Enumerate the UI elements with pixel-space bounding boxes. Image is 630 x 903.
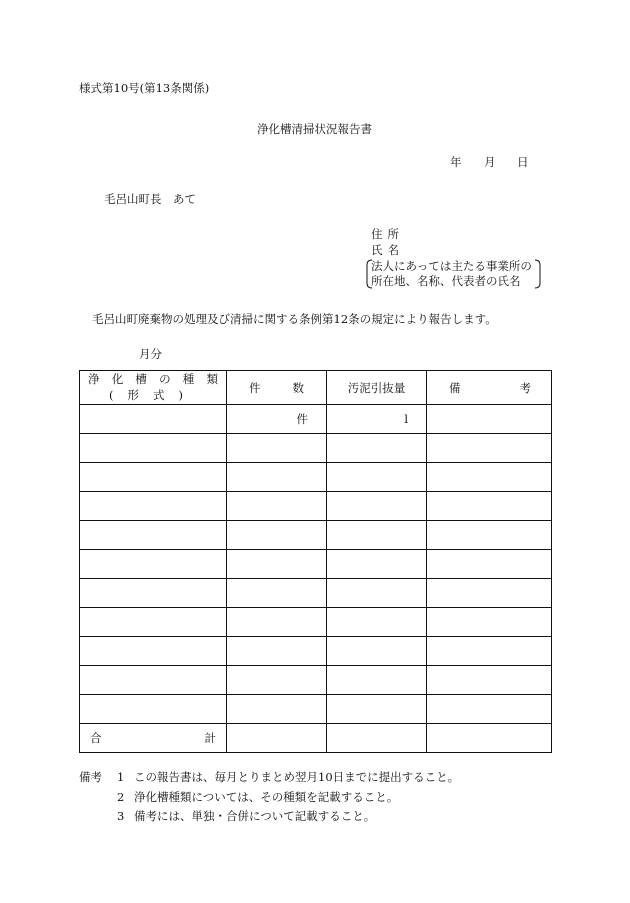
- month-label: 月分: [139, 347, 162, 361]
- cell-count[interactable]: [227, 666, 327, 695]
- cell-sludge[interactable]: [327, 666, 427, 695]
- cell-remarks[interactable]: [427, 608, 552, 637]
- cell-remarks[interactable]: [427, 666, 552, 695]
- header-remarks: [427, 371, 552, 405]
- total-label-b: 計: [204, 731, 216, 745]
- cell-remarks[interactable]: [427, 579, 552, 608]
- header-remarks-a: 備: [449, 380, 461, 395]
- total-sludge[interactable]: [327, 724, 427, 753]
- header-count-a: 件: [249, 380, 261, 395]
- cell-sludge[interactable]: [327, 608, 427, 637]
- table-row: [80, 492, 552, 521]
- notes-lead: 備考: [79, 770, 102, 784]
- cell-type[interactable]: [80, 579, 227, 608]
- table-total-row: [80, 724, 552, 753]
- cell-remarks[interactable]: [427, 637, 552, 666]
- table-row: [80, 666, 552, 695]
- cell-sludge[interactable]: [327, 579, 427, 608]
- cell-remarks[interactable]: [427, 521, 552, 550]
- cell-count[interactable]: [227, 434, 327, 463]
- table-row: [80, 405, 552, 434]
- table-row: [80, 550, 552, 579]
- note-item: [79, 788, 459, 808]
- cell-sludge[interactable]: [327, 492, 427, 521]
- corp-note-bracket: [366, 259, 541, 289]
- note-item: [79, 807, 459, 827]
- name-label: 氏名: [371, 243, 404, 257]
- cell-type[interactable]: [80, 492, 227, 521]
- cell-type[interactable]: [80, 521, 227, 550]
- note-text: この報告書は、毎月とりまとめ翌月10日までに提出すること。: [134, 770, 460, 784]
- table-row: [80, 608, 552, 637]
- table-row: [80, 695, 552, 724]
- total-label-a: 合: [90, 731, 102, 745]
- body-text: 毛呂山町廃棄物の処理及び清掃に関する条例第12条の規定により報告します。: [92, 312, 497, 326]
- cell-sludge[interactable]: [327, 637, 427, 666]
- table-row: [80, 579, 552, 608]
- cell-remarks[interactable]: [427, 695, 552, 724]
- cell-remarks[interactable]: [427, 434, 552, 463]
- cell-type[interactable]: [80, 695, 227, 724]
- document-title: 浄化槽清掃状況報告書: [257, 122, 372, 136]
- cell-count-unit[interactable]: 件: [227, 405, 327, 434]
- cell-sludge[interactable]: [327, 434, 427, 463]
- addressee: 毛呂山町長 あて: [104, 192, 196, 206]
- cell-count[interactable]: [227, 550, 327, 579]
- header-sludge: 汚泥引抜量: [327, 371, 427, 405]
- header-remarks-b: 考: [519, 380, 531, 395]
- header-type: [80, 371, 227, 405]
- cell-sludge-unit[interactable]: l: [327, 405, 427, 434]
- cell-type[interactable]: [80, 637, 227, 666]
- note-number: 2: [117, 789, 125, 804]
- form-number: 様式第10号(第13条関係): [79, 81, 210, 95]
- cell-type[interactable]: [80, 550, 227, 579]
- cell-count[interactable]: [227, 492, 327, 521]
- notes-section: [79, 768, 459, 827]
- cell-sludge[interactable]: [327, 695, 427, 724]
- cell-count[interactable]: [227, 695, 327, 724]
- cell-count[interactable]: [227, 463, 327, 492]
- header-type-label: 浄化槽の種類: [88, 371, 218, 386]
- cell-type[interactable]: [80, 463, 227, 492]
- cell-remarks[interactable]: [427, 463, 552, 492]
- table-row: [80, 463, 552, 492]
- cell-type[interactable]: [80, 405, 227, 434]
- total-label: [80, 724, 227, 753]
- cell-sludge[interactable]: [327, 463, 427, 492]
- cell-sludge[interactable]: [327, 550, 427, 579]
- header-type-sub: (形式): [109, 387, 197, 402]
- table-row: [80, 434, 552, 463]
- note-text: 浄化槽種類については、その種類を記載すること。: [134, 789, 399, 804]
- corp-note-line1: 法人にあっては主たる事業所の: [371, 259, 532, 273]
- corp-note-line2: 所在地、名称、代表者の氏名: [371, 274, 521, 288]
- cell-remarks[interactable]: [427, 405, 552, 434]
- note-item: [79, 768, 459, 788]
- table-row: [80, 521, 552, 550]
- cell-count[interactable]: [227, 637, 327, 666]
- cell-count[interactable]: [227, 608, 327, 637]
- table-header-row: [80, 371, 552, 405]
- date-year: 年: [450, 155, 462, 169]
- header-count-b: 数: [292, 380, 304, 395]
- cell-count[interactable]: [227, 521, 327, 550]
- date-month: 月: [484, 155, 496, 169]
- cell-remarks[interactable]: [427, 492, 552, 521]
- date-day: 日: [517, 155, 529, 169]
- cell-remarks[interactable]: [427, 550, 552, 579]
- note-number: 3: [117, 809, 125, 823]
- cell-type[interactable]: [80, 608, 227, 637]
- cell-sludge[interactable]: [327, 521, 427, 550]
- note-text: 備考には、単独・合併について記載すること。: [134, 809, 376, 823]
- cell-count[interactable]: [227, 579, 327, 608]
- cell-type[interactable]: [80, 666, 227, 695]
- table-row: [80, 637, 552, 666]
- cell-type[interactable]: [80, 434, 227, 463]
- note-number: 1: [117, 770, 125, 784]
- header-count: [227, 371, 327, 405]
- address-label: 住所: [371, 227, 404, 241]
- report-table: [79, 370, 552, 753]
- total-count[interactable]: [227, 724, 327, 753]
- total-remarks[interactable]: [427, 724, 552, 753]
